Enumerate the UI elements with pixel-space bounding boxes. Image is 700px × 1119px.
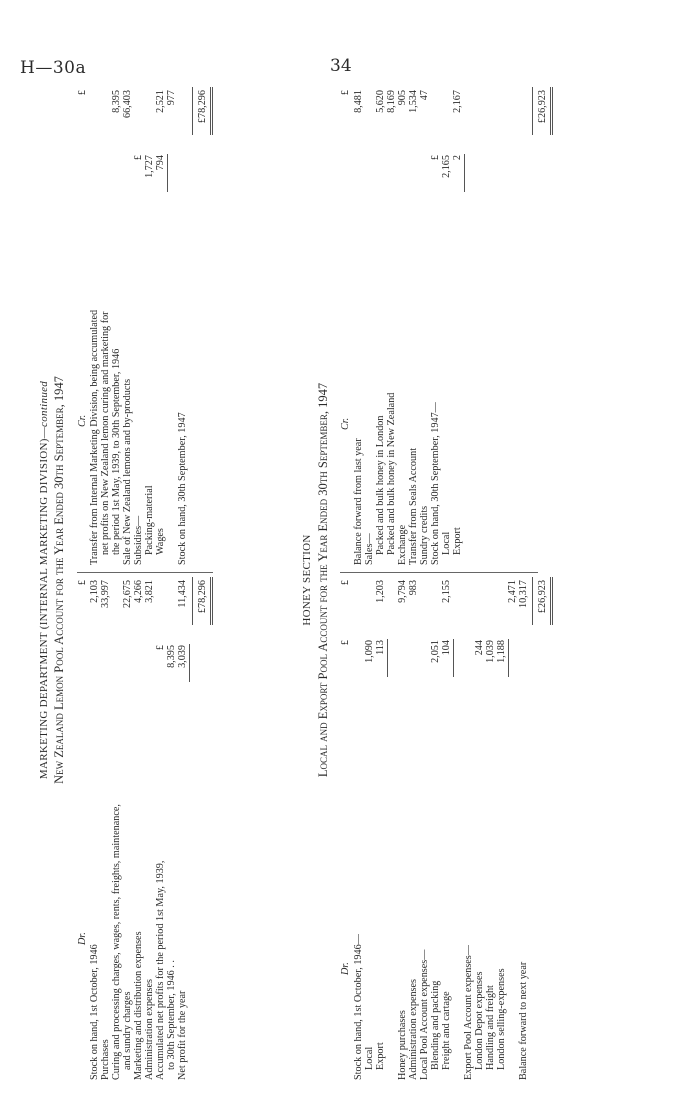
honey-dr-line: Freight and cartage	[441, 991, 452, 1070]
honey-cr-amount: 8,481	[353, 90, 364, 113]
honey-dr-amount: 983	[408, 580, 419, 596]
department-heading	[39, 80, 50, 1080]
honey-cr-pound: £	[340, 90, 351, 96]
honey-dr-line: London selling-expenses	[496, 968, 507, 1070]
lemon-dr-double-rule	[212, 577, 213, 625]
lemon-dr-line: Accumulated net profits for the period 1st May, 1939,	[155, 860, 166, 1080]
continued-label: continued	[38, 380, 50, 427]
lemon-dr-total-rule	[192, 577, 193, 625]
honey-cr-line: Export	[452, 527, 463, 555]
honey-cr-amount: 8,169	[386, 90, 397, 113]
page-number: 34	[330, 56, 352, 76]
honey-cr-inner: 2,165	[441, 155, 452, 178]
lemon-cr-amount: 977	[166, 90, 177, 106]
lemon-centre-rule	[77, 572, 213, 573]
honey-dr-line: Local	[364, 1046, 375, 1070]
document-reference: H—30a	[20, 58, 87, 78]
honey-cr-line: Sundry credits	[419, 505, 430, 565]
honey-dr-line: Handling and freight	[485, 985, 496, 1070]
honey-dr-amount: 9,794	[397, 580, 408, 603]
honey-cr-line: Transfer from Seals Account	[408, 447, 419, 565]
honey-dr-label: Dr.	[340, 962, 351, 975]
lemon-dr-line: Purchases	[100, 1039, 111, 1080]
honey-dr-inner: 1,090	[364, 640, 375, 663]
lemon-dr-inner: £	[155, 645, 166, 651]
honey-dr-inner: 244	[474, 640, 485, 656]
lemon-dr-line: Curing and processing charges, wages, rents, freights, maintenance,	[111, 804, 122, 1080]
lemon-dr-label: Dr.	[77, 932, 88, 945]
honey-cr-label: Cr.	[340, 417, 351, 430]
lemon-cr-amount: 8,395	[111, 90, 122, 113]
honey-dr-inner-rule	[508, 639, 509, 677]
lemon-cr-total-rule	[192, 87, 193, 135]
honey-dr-line: Local Pool Account expenses—	[419, 949, 430, 1080]
lemon-cr-line: Sale of New Zealand lemons and by-products	[122, 378, 133, 565]
lemon-cr-line: Subsidies—	[133, 515, 144, 565]
lemon-pool-title: New Zealand Lemon Pool Account for the Year Ended 30th September, 1947	[52, 376, 66, 784]
lemon-cr-inner: 794	[155, 155, 166, 171]
lemon-cr-double-rule	[212, 87, 213, 135]
honey-dr-amount: 2,471	[507, 580, 518, 603]
lemon-cr-line: net profits on New Zealand lemon curing and marketing for	[100, 311, 111, 555]
honey-centre-rule	[340, 572, 538, 573]
lemon-cr-line: Packing-material	[144, 485, 155, 555]
honey-dr-inner: 104	[441, 640, 452, 656]
lemon-dr-line: Administration expenses	[144, 978, 155, 1080]
honey-cr-inner: 2	[452, 155, 463, 161]
honey-cr-line: Sales—	[364, 533, 375, 565]
honey-dr-inner: 1,039	[485, 640, 496, 663]
lemon-cr-total: £78,296	[197, 90, 208, 124]
honey-cr-inner-rule	[464, 154, 465, 192]
lemon-cr-amount: 2,521	[155, 90, 166, 113]
honey-dr-amount: 10,317	[518, 580, 529, 609]
lemon-cr-inner: 1,727	[144, 155, 155, 178]
honey-dr-double-rule	[550, 577, 551, 625]
lemon-dr-total: £78,296	[197, 580, 208, 614]
honey-cr-amount: 47	[419, 90, 430, 101]
honey-dr-inner-rule	[453, 639, 454, 677]
lemon-dr-amount: 2,103	[89, 580, 100, 603]
honey-dr-line: Honey purchases	[397, 1010, 408, 1080]
lemon-dr-amount: 4,266	[133, 580, 144, 603]
lemon-cr-line: Stock on hand, 30th September, 1947	[177, 412, 188, 565]
honey-dr-line: Export Pool Account expenses—	[463, 945, 474, 1080]
lemon-cr-pound: £	[77, 90, 88, 96]
honey-cr-inner: £	[430, 155, 441, 161]
honey-dr-line: London Depot expenses	[474, 971, 485, 1070]
honey-dr-amount: 1,203	[375, 580, 386, 603]
lemon-dr-line: Stock on hand, 1st October, 1946	[89, 944, 100, 1080]
honey-dr-line: Balance forward to next year	[518, 961, 529, 1080]
honey-cr-total: £26,923	[537, 90, 548, 124]
honey-cr-amount: 1,534	[408, 90, 419, 113]
honey-dr-inner-pound: £	[340, 640, 351, 646]
lemon-cr-label: Cr.	[77, 414, 88, 427]
lemon-cr-amount: 66,403	[122, 90, 133, 119]
lemon-dr-pound: £	[77, 580, 88, 586]
honey-dr-total: £26,923	[537, 580, 548, 614]
honey-cr-line: Balance forward from last year	[353, 438, 364, 565]
honey-dr-line: Export	[375, 1042, 386, 1070]
honey-dr-total-rule	[532, 577, 533, 625]
honey-dr-inner: 113	[375, 640, 386, 655]
honey-cr-line: Packed and bulk honey in New Zealand	[386, 392, 397, 555]
lemon-cr-double-rule	[210, 87, 211, 135]
lemon-dr-amount: 3,821	[144, 580, 155, 603]
department-title: MARKETING DEPARTMENT (INTERNAL MARKETING DIVISION)—	[38, 426, 50, 780]
honey-dr-line: Blending and packing	[430, 980, 441, 1070]
lemon-dr-inner: 8,395	[166, 645, 177, 668]
honey-dr-line: Administration expenses	[408, 978, 419, 1080]
lemon-cr-line: the period 1st May, 1939, to 30th September, 1946	[111, 348, 122, 555]
lemon-dr-line: Marketing and distribution expenses	[133, 931, 144, 1080]
lemon-dr-amount: 33,997	[100, 580, 111, 609]
honey-pool-title: Local and Export Pool Account for the Year Ended 30th September, 1947	[316, 382, 330, 778]
lemon-dr-line: to 30th September, 1946 . .	[166, 960, 177, 1070]
honey-dr-amount: 2,155	[441, 580, 452, 603]
honey-cr-line: Packed and bulk honey in London	[375, 415, 386, 555]
honey-dr-inner: 2,051	[430, 640, 441, 663]
honey-cr-double-rule	[550, 87, 551, 135]
honey-dr-line: Stock on hand, 1st October, 1946—	[353, 934, 364, 1080]
honey-cr-total-rule	[532, 87, 533, 135]
honey-cr-line: Local	[441, 531, 452, 555]
honey-cr-amount: 2,167	[452, 90, 463, 113]
lemon-dr-line: and sundry charges	[122, 991, 133, 1070]
lemon-dr-amount: 11,434	[177, 580, 188, 608]
honey-cr-line: Exchange	[397, 524, 408, 565]
honey-cr-amount: 5,620	[375, 90, 386, 113]
honey-dr-inner-rule	[387, 639, 388, 677]
honey-dr-inner: 1,188	[496, 640, 507, 663]
honey-cr-line: Stock on hand, 30th September, 1947—	[430, 402, 441, 565]
honey-dr-pound: £	[340, 580, 351, 586]
lemon-dr-amount: 22,675	[122, 580, 133, 609]
lemon-cr-inner-rule	[167, 154, 168, 192]
lemon-dr-line: Net profit for the year	[177, 990, 188, 1080]
lemon-cr-line: Wages	[155, 528, 166, 555]
honey-cr-amount: 905	[397, 90, 408, 106]
honey-cr-double-rule	[552, 87, 553, 135]
honey-dr-double-rule	[552, 577, 553, 625]
lemon-dr-double-rule	[210, 577, 211, 625]
lemon-cr-inner: £	[133, 155, 144, 161]
rotated-content	[32, 80, 668, 1080]
lemon-dr-inner: 3,039	[177, 645, 188, 668]
lemon-cr-line: Transfer from Internal Marketing Division, being accumulated	[89, 309, 100, 565]
honey-section-heading: HONEY SECTION	[301, 534, 313, 626]
lemon-dr-inner-rule	[189, 644, 190, 682]
